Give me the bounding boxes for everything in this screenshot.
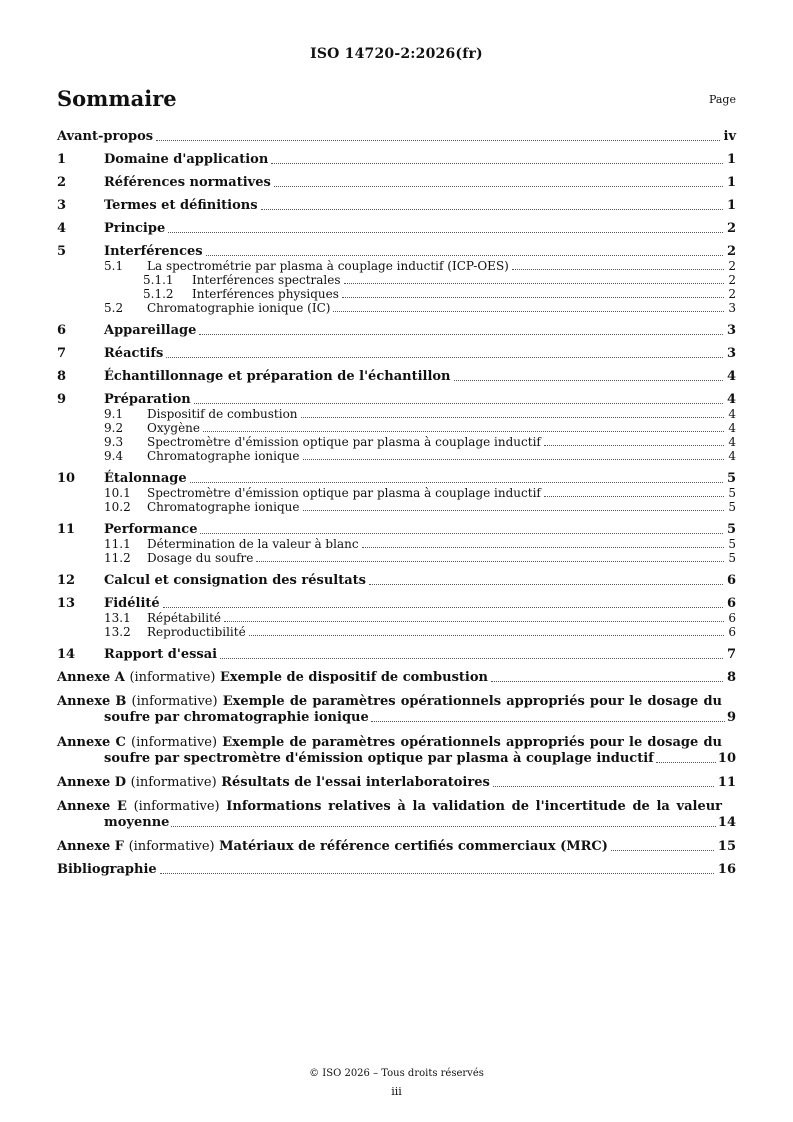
annex-entry[interactable]	[57, 694, 736, 726]
annex-entry-title	[57, 840, 609, 854]
toc-entry[interactable]	[57, 500, 736, 514]
toc-entry-label: Étalonnage	[104, 471, 187, 486]
toc-entry[interactable]	[57, 153, 736, 167]
toc-entry-label: Échantillonnage et préparation de l'échantillon	[104, 369, 451, 384]
dot-leader	[491, 671, 723, 682]
dot-leader	[544, 486, 725, 497]
annex-id: Annexe F	[57, 839, 125, 854]
annex-page: 9	[726, 710, 736, 725]
toc-entry[interactable]	[57, 407, 736, 421]
dot-leader	[454, 370, 723, 381]
toc-entry-label: Références normatives	[104, 175, 271, 190]
toc-entry-label: Domaine d'application	[104, 152, 269, 167]
annex-title-line-2: soufre par chromatographie ionique	[104, 710, 369, 725]
toc-entry[interactable]	[57, 370, 736, 384]
page-number: iii	[391, 1085, 402, 1098]
dot-leader	[303, 500, 725, 511]
toc-entry-label: Avant-propos	[57, 129, 154, 144]
toc-entry-page: 2	[728, 273, 736, 287]
toc-entry-number: 5.1.1	[143, 273, 174, 287]
toc-entry-page: 6	[726, 596, 736, 611]
bibliography-page: 16	[717, 862, 736, 877]
toc-entry-label: Reproductibilité	[147, 625, 246, 639]
toc-entry-page: 5	[726, 522, 736, 537]
dot-leader	[203, 421, 724, 432]
toc-entry-number: 11.1	[104, 537, 131, 551]
toc-entry-page: 6	[728, 625, 736, 639]
toc-entry-label: Calcul et consignation des résultats	[104, 573, 366, 588]
annex-page: 14	[717, 815, 736, 830]
dot-leader	[200, 523, 722, 534]
toc-entry[interactable]	[57, 176, 736, 190]
dot-leader	[271, 153, 723, 164]
dot-leader	[333, 301, 724, 312]
toc-entry-label: Chromatographie ionique (IC)	[147, 301, 331, 315]
toc-entry-page: 2	[726, 221, 736, 236]
toc-entry-number: 5.1	[104, 259, 124, 273]
table-of-contents	[57, 130, 736, 877]
toc-entry-page: 4	[728, 421, 736, 435]
dot-leader	[206, 245, 723, 256]
toc-entry-page: 3	[726, 346, 736, 361]
dot-leader	[369, 574, 723, 585]
toc-entry-number: 9.4	[104, 449, 124, 463]
toc-entry[interactable]	[57, 523, 736, 537]
annex-entry-title	[57, 671, 489, 685]
toc-entry-label: Préparation	[104, 392, 191, 407]
dot-leader	[160, 863, 714, 874]
toc-entry-page: 4	[728, 407, 736, 421]
toc-entry[interactable]	[57, 625, 736, 639]
toc-entry-number: 7	[57, 346, 67, 361]
annex-title-line-1	[57, 799, 736, 815]
toc-entry-page: 2	[728, 287, 736, 301]
annex-entry-title	[57, 776, 491, 790]
toc-entry-page: 3	[726, 323, 736, 338]
dot-leader	[190, 472, 723, 483]
annex-page: 10	[717, 751, 736, 766]
page-column-label: Page	[708, 93, 736, 106]
toc-entry-page: 5	[728, 551, 736, 565]
toc-entry-page: 7	[726, 647, 736, 662]
document-id: ISO 14720-2:2026(fr)	[310, 46, 483, 62]
toc-entry-label: Fidélité	[104, 596, 160, 611]
bibliography-entry[interactable]	[57, 863, 736, 877]
toc-entry-number: 5.1.2	[143, 287, 174, 301]
dot-leader	[220, 648, 723, 659]
dot-leader	[199, 324, 723, 335]
annex-page: 8	[726, 670, 736, 685]
dot-leader	[274, 176, 723, 187]
toc-entry-page: 3	[728, 301, 736, 315]
toc-entry-number: 13	[57, 596, 76, 611]
dot-leader	[261, 199, 723, 210]
title-row	[57, 86, 736, 116]
annex-id: Annexe E	[57, 799, 127, 814]
toc-entry-number: 13.2	[104, 625, 131, 639]
toc-entry[interactable]	[57, 435, 736, 449]
toc-entry[interactable]	[57, 421, 736, 435]
toc-entry-number: 10.1	[104, 486, 131, 500]
toc-entry-page: 4	[728, 449, 736, 463]
toc-entry-number: 10	[57, 471, 76, 486]
toc-entry-number: 9	[57, 392, 67, 407]
toc-entry-number: 11.2	[104, 551, 131, 565]
toc-entry[interactable]	[57, 347, 736, 361]
toc-entry-number: 8	[57, 369, 67, 384]
toc-entry-label: Oxygène	[147, 421, 200, 435]
toc-entry[interactable]	[57, 537, 736, 551]
toc-entry-page: 5	[728, 537, 736, 551]
annex-id: Annexe D	[57, 775, 127, 790]
toc-entry-label: Réactifs	[104, 346, 164, 361]
toc-entry-number: 5	[57, 244, 67, 259]
annex-kind: (informative)	[129, 670, 216, 685]
annex-title: Matériaux de référence certifiés commerciaux (MRC)	[219, 839, 608, 854]
toc-entry-page: 4	[726, 369, 736, 384]
toc-entry-label: Chromatographe ionique	[147, 500, 300, 514]
toc-entry[interactable]	[57, 472, 736, 486]
annex-kind: (informative)	[131, 694, 218, 709]
annex-title: Exemple de dispositif de combustion	[220, 670, 488, 685]
toc-entry-label: Chromatographe ionique	[147, 449, 300, 463]
toc-entry-number: 2	[57, 175, 67, 190]
toc-entry-page: 1	[726, 175, 736, 190]
toc-entry-page: 4	[728, 435, 736, 449]
toc-entry[interactable]	[57, 222, 736, 236]
dot-leader	[371, 710, 725, 722]
toc-entry-label: Spectromètre d'émission optique par plasma à couplage inductif	[147, 435, 541, 449]
toc-entry-number: 4	[57, 221, 67, 236]
bibliography-label: Bibliographie	[57, 862, 157, 877]
annex-title-line-1	[57, 735, 736, 751]
toc-entry-label: Dosage du soufre	[147, 551, 254, 565]
toc-entry-label: Interférences physiques	[192, 287, 339, 301]
annex-kind: (informative)	[133, 799, 220, 814]
annex-kind: (informative)	[131, 735, 218, 750]
annex-entry[interactable]	[57, 840, 736, 854]
toc-entry-number: 3	[57, 198, 67, 213]
toc-entry-page: 4	[726, 392, 736, 407]
toc-entry-page: 6	[728, 611, 736, 625]
dot-leader	[362, 537, 725, 548]
annex-title-line-2: moyenne	[104, 815, 170, 830]
toc-entry-number: 12	[57, 573, 76, 588]
toc-entry-label: Spectromètre d'émission optique par plasma à couplage inductif	[147, 486, 541, 500]
dot-leader	[249, 625, 725, 636]
toc-entry-label: Dispositif de combustion	[147, 407, 298, 421]
toc-entry-number: 14	[57, 647, 76, 662]
dot-leader	[342, 287, 724, 298]
annex-page: 11	[717, 775, 736, 790]
toc-entry-number: 6	[57, 323, 67, 338]
toc-entry[interactable]	[57, 393, 736, 407]
toc-entry-page: 6	[726, 573, 736, 588]
dot-leader	[303, 449, 725, 460]
annex-title: Informations relatives à la validation de l'incertitude de la valeur	[226, 799, 723, 814]
dot-leader	[301, 407, 725, 418]
toc-entry-label: Performance	[104, 522, 198, 537]
toc-entry[interactable]	[57, 486, 736, 500]
toc-entry-number: 11	[57, 522, 76, 537]
toc-entry-number: 1	[57, 152, 67, 167]
toc-entry-page: 5	[728, 486, 736, 500]
dot-leader	[166, 347, 723, 358]
annex-title-line-1	[57, 694, 736, 710]
toc-entry-number: 9.1	[104, 407, 124, 421]
toc-entry-label: Termes et définitions	[104, 198, 258, 213]
annex-title: Exemple de paramètres opérationnels appropriés pour le dosage du	[222, 735, 723, 750]
toc-entry-page: 5	[728, 500, 736, 514]
toc-entry[interactable]	[57, 287, 736, 301]
dot-leader	[544, 435, 725, 446]
toc-entry-page: 2	[728, 259, 736, 273]
toc-entry-number: 13.1	[104, 611, 131, 625]
annex-title-line-2: soufre par spectromètre d'émission optique par plasma à couplage inductif	[104, 751, 654, 766]
toc-entry-page: 2	[726, 244, 736, 259]
annex-id: Annexe B	[57, 694, 127, 709]
dot-leader	[493, 776, 714, 787]
dot-leader	[168, 222, 723, 233]
dot-leader	[163, 597, 723, 608]
annex-entry[interactable]	[57, 799, 736, 831]
toc-entry[interactable]	[57, 301, 736, 315]
toc-entry-label: Rapport d'essai	[104, 647, 218, 662]
annex-title: Résultats de l'essai interlaboratoires	[221, 775, 490, 790]
toc-entry-label: Détermination de la valeur à blanc	[147, 537, 359, 551]
annex-entry[interactable]	[57, 671, 736, 685]
toc-entry-label: Interférences	[104, 244, 203, 259]
toc-entry-page: 1	[726, 152, 736, 167]
toc-entry[interactable]	[57, 611, 736, 625]
toc-entry-label: La spectrométrie par plasma à couplage inductif (ICP-OES)	[147, 259, 509, 273]
toc-entry-number: 10.2	[104, 500, 131, 514]
annex-title: Exemple de paramètres opérationnels appropriés pour le dosage du	[222, 694, 722, 709]
annex-entry[interactable]	[57, 776, 736, 790]
dot-leader	[156, 130, 719, 141]
toc-entry[interactable]	[57, 130, 736, 144]
toc-entry-label: Interférences spectrales	[192, 273, 341, 287]
toc-entry[interactable]	[57, 449, 736, 463]
copyright-notice: © ISO 2026 – Tous droits réservés	[309, 1068, 484, 1079]
toc-entry-number: 9.2	[104, 421, 124, 435]
toc-entry[interactable]	[57, 551, 736, 565]
dot-leader	[512, 259, 725, 270]
toc-entry[interactable]	[57, 574, 736, 588]
toc-entry-label: Appareillage	[104, 323, 197, 338]
toc-entry-page: 5	[726, 471, 736, 486]
toc-entry[interactable]	[57, 199, 736, 213]
annex-page: 15	[717, 839, 736, 854]
dot-leader	[171, 815, 715, 827]
annex-kind: (informative)	[128, 839, 215, 854]
toc-entry-number: 9.3	[104, 435, 124, 449]
dot-leader	[344, 273, 725, 284]
toc-entry-label: Répétabilité	[147, 611, 222, 625]
annex-id: Annexe A	[57, 670, 125, 685]
annex-kind: (informative)	[130, 775, 217, 790]
toc-entry[interactable]	[57, 245, 736, 259]
annex-entry[interactable]	[57, 735, 736, 767]
dot-leader	[656, 751, 716, 763]
toc-entry-page: iv	[723, 129, 736, 144]
toc-entry[interactable]	[57, 597, 736, 611]
dot-leader	[256, 551, 724, 562]
toc-entry[interactable]	[57, 324, 736, 338]
toc-entry-page: 1	[726, 198, 736, 213]
dot-leader	[194, 393, 723, 404]
page-title: Sommaire	[57, 86, 177, 111]
dot-leader	[224, 611, 724, 622]
toc-entry[interactable]	[57, 259, 736, 273]
toc-entry-label: Principe	[104, 221, 166, 236]
toc-entry-number: 5.2	[104, 301, 124, 315]
toc-entry[interactable]	[57, 648, 736, 662]
annex-id: Annexe C	[57, 735, 126, 750]
toc-entry[interactable]	[57, 273, 736, 287]
dot-leader	[611, 840, 714, 851]
